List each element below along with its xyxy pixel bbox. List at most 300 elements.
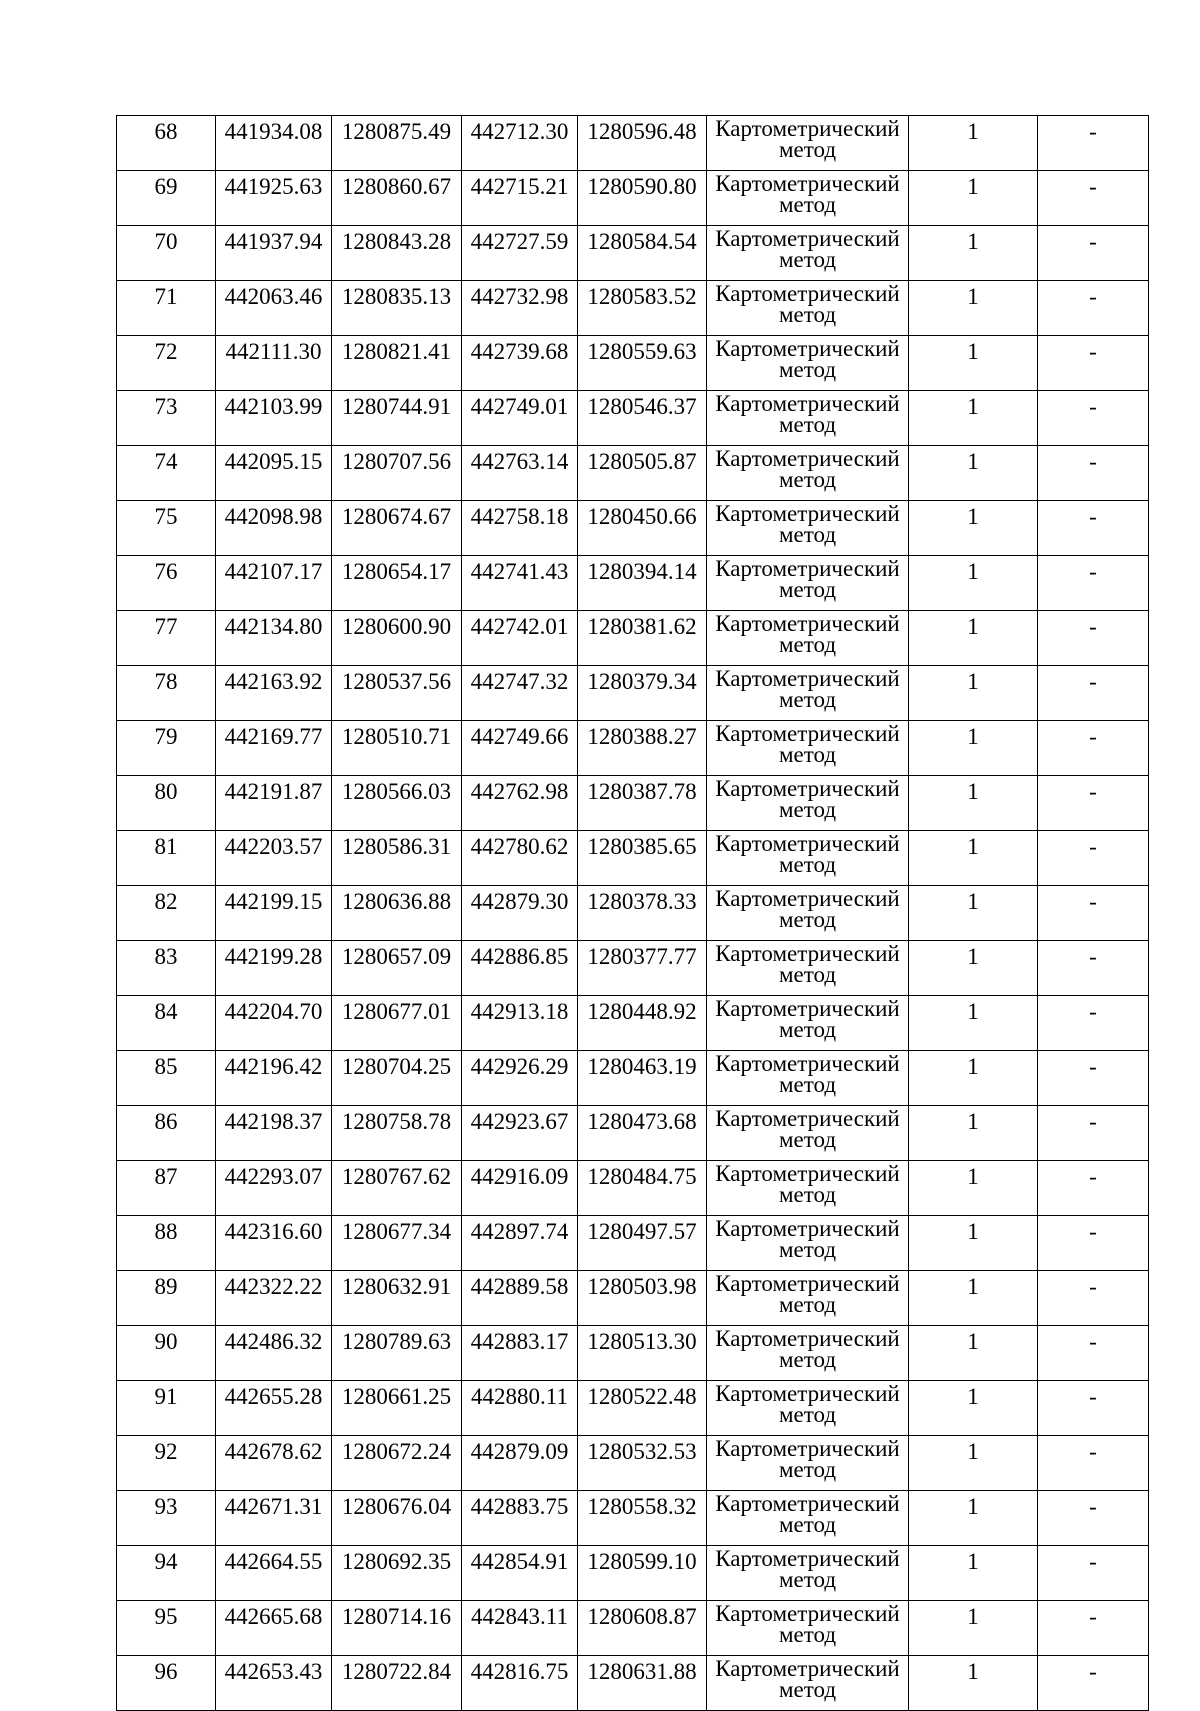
note-cell: - — [1038, 116, 1149, 171]
method-text-line1: Картометрический — [715, 1216, 900, 1241]
table-row — [117, 281, 1149, 336]
method-text-line2: метод — [778, 1567, 837, 1592]
y-coordinate-cell: 1280484.75 — [578, 1161, 707, 1216]
x-coordinate-cell: 441937.94 — [216, 226, 332, 281]
x-coordinate-cell: 442664.55 — [216, 1546, 332, 1601]
x-coordinate-cell: 442742.01 — [462, 611, 578, 666]
method-cell — [707, 1601, 909, 1656]
y-coordinate-cell: 1280672.24 — [332, 1436, 462, 1491]
y-coordinate-cell: 1280821.41 — [332, 336, 462, 391]
method-text-line2: метод — [778, 1017, 837, 1042]
y-coordinate-cell: 1280387.78 — [578, 776, 707, 831]
method-cell — [707, 1051, 909, 1106]
y-coordinate-cell: 1280632.91 — [332, 1271, 462, 1326]
x-coordinate-cell: 442741.43 — [462, 556, 578, 611]
note-cell: - — [1038, 1161, 1149, 1216]
method-cell — [707, 996, 909, 1051]
table-row — [117, 171, 1149, 226]
y-coordinate-cell: 1280608.87 — [578, 1601, 707, 1656]
table-row — [117, 446, 1149, 501]
x-coordinate-cell: 442203.57 — [216, 831, 332, 886]
method-text-line2: метод — [778, 632, 837, 657]
x-coordinate-cell: 442655.28 — [216, 1381, 332, 1436]
x-coordinate-cell: 442854.91 — [462, 1546, 578, 1601]
method-text-line1: Картометрический — [715, 996, 900, 1021]
method-text-line2: метод — [778, 467, 837, 492]
note-cell: - — [1038, 996, 1149, 1051]
y-coordinate-cell: 1280377.77 — [578, 941, 707, 996]
x-coordinate-cell: 442923.67 — [462, 1106, 578, 1161]
y-coordinate-cell: 1280654.17 — [332, 556, 462, 611]
method-cell — [707, 831, 909, 886]
x-coordinate-cell: 442843.11 — [462, 1601, 578, 1656]
x-coordinate-cell: 442678.62 — [216, 1436, 332, 1491]
y-coordinate-cell: 1280546.37 — [578, 391, 707, 446]
y-coordinate-cell: 1280677.34 — [332, 1216, 462, 1271]
y-coordinate-cell: 1280381.62 — [578, 611, 707, 666]
x-coordinate-cell: 442653.43 — [216, 1656, 332, 1711]
table-row — [117, 1051, 1149, 1106]
table-row — [117, 1326, 1149, 1381]
method-text-line1: Картометрический — [715, 721, 900, 746]
method-text-line1: Картометрический — [715, 666, 900, 691]
point-number-cell: 92 — [117, 1436, 216, 1491]
note-cell: - — [1038, 1436, 1149, 1491]
table-row — [117, 886, 1149, 941]
point-number-cell: 87 — [117, 1161, 216, 1216]
x-coordinate-cell: 442671.31 — [216, 1491, 332, 1546]
note-cell: - — [1038, 831, 1149, 886]
y-coordinate-cell: 1280505.87 — [578, 446, 707, 501]
method-text-line1: Картометрический — [715, 281, 900, 306]
y-coordinate-cell: 1280676.04 — [332, 1491, 462, 1546]
table-row — [117, 831, 1149, 886]
method-cell — [707, 116, 909, 171]
y-coordinate-cell: 1280503.98 — [578, 1271, 707, 1326]
y-coordinate-cell: 1280722.84 — [332, 1656, 462, 1711]
method-text-line1: Картометрический — [715, 1326, 900, 1351]
x-coordinate-cell: 442316.60 — [216, 1216, 332, 1271]
method-cell — [707, 1546, 909, 1601]
method-cell — [707, 336, 909, 391]
method-cell — [707, 1326, 909, 1381]
x-coordinate-cell: 442715.21 — [462, 171, 578, 226]
method-cell — [707, 1106, 909, 1161]
note-cell: - — [1038, 556, 1149, 611]
accuracy-cell: 1 — [909, 1381, 1038, 1436]
point-number-cell: 78 — [117, 666, 216, 721]
y-coordinate-cell: 1280497.57 — [578, 1216, 707, 1271]
method-text-line2: метод — [778, 1182, 837, 1207]
x-coordinate-cell: 442880.11 — [462, 1381, 578, 1436]
point-number-cell: 89 — [117, 1271, 216, 1326]
table-row — [117, 1381, 1149, 1436]
x-coordinate-cell: 442727.59 — [462, 226, 578, 281]
x-coordinate-cell: 442732.98 — [462, 281, 578, 336]
method-text-line2: метод — [778, 192, 837, 217]
method-text-line1: Картометрический — [715, 1051, 900, 1076]
point-number-cell: 69 — [117, 171, 216, 226]
x-coordinate-cell: 442739.68 — [462, 336, 578, 391]
accuracy-cell: 1 — [909, 941, 1038, 996]
y-coordinate-cell: 1280385.65 — [578, 831, 707, 886]
method-text-line1: Картометрический — [715, 501, 900, 526]
method-text-line2: метод — [778, 522, 837, 547]
table-row — [117, 721, 1149, 776]
point-number-cell: 70 — [117, 226, 216, 281]
method-cell — [707, 1381, 909, 1436]
note-cell: - — [1038, 1546, 1149, 1601]
method-text-line2: метод — [778, 797, 837, 822]
method-cell — [707, 556, 909, 611]
method-text-line2: метод — [778, 302, 837, 327]
point-number-cell: 95 — [117, 1601, 216, 1656]
y-coordinate-cell: 1280510.71 — [332, 721, 462, 776]
method-text-line2: метод — [778, 1347, 837, 1372]
point-number-cell: 86 — [117, 1106, 216, 1161]
method-cell — [707, 446, 909, 501]
y-coordinate-cell: 1280558.32 — [578, 1491, 707, 1546]
method-text-line2: метод — [778, 1512, 837, 1537]
method-text-line2: метод — [778, 962, 837, 987]
x-coordinate-cell: 442913.18 — [462, 996, 578, 1051]
accuracy-cell: 1 — [909, 1546, 1038, 1601]
note-cell: - — [1038, 886, 1149, 941]
x-coordinate-cell: 442199.15 — [216, 886, 332, 941]
y-coordinate-cell: 1280661.25 — [332, 1381, 462, 1436]
accuracy-cell: 1 — [909, 1656, 1038, 1711]
x-coordinate-cell: 442111.30 — [216, 336, 332, 391]
method-cell — [707, 391, 909, 446]
note-cell: - — [1038, 281, 1149, 336]
y-coordinate-cell: 1280586.31 — [332, 831, 462, 886]
note-cell: - — [1038, 171, 1149, 226]
note-cell: - — [1038, 501, 1149, 556]
x-coordinate-cell: 442879.30 — [462, 886, 578, 941]
method-text-line2: метод — [778, 1677, 837, 1702]
y-coordinate-cell: 1280394.14 — [578, 556, 707, 611]
coordinates-table — [116, 115, 1149, 1711]
note-cell: - — [1038, 1051, 1149, 1106]
accuracy-cell: 1 — [909, 1271, 1038, 1326]
y-coordinate-cell: 1280704.25 — [332, 1051, 462, 1106]
table-row — [117, 1656, 1149, 1711]
table-row — [117, 336, 1149, 391]
accuracy-cell: 1 — [909, 446, 1038, 501]
method-text-line1: Картометрический — [715, 116, 900, 141]
point-number-cell: 96 — [117, 1656, 216, 1711]
y-coordinate-cell: 1280767.62 — [332, 1161, 462, 1216]
method-cell — [707, 1436, 909, 1491]
x-coordinate-cell: 442198.37 — [216, 1106, 332, 1161]
accuracy-cell: 1 — [909, 171, 1038, 226]
method-text-line2: метод — [778, 412, 837, 437]
x-coordinate-cell: 442883.17 — [462, 1326, 578, 1381]
method-text-line1: Картометрический — [715, 171, 900, 196]
point-number-cell: 76 — [117, 556, 216, 611]
method-cell — [707, 886, 909, 941]
y-coordinate-cell: 1280448.92 — [578, 996, 707, 1051]
y-coordinate-cell: 1280584.54 — [578, 226, 707, 281]
method-text-line1: Картометрический — [715, 446, 900, 471]
method-cell — [707, 941, 909, 996]
accuracy-cell: 1 — [909, 501, 1038, 556]
x-coordinate-cell: 442204.70 — [216, 996, 332, 1051]
point-number-cell: 72 — [117, 336, 216, 391]
x-coordinate-cell: 442169.77 — [216, 721, 332, 776]
method-text-line2: метод — [778, 1457, 837, 1482]
method-cell — [707, 721, 909, 776]
table-row — [117, 1436, 1149, 1491]
y-coordinate-cell: 1280835.13 — [332, 281, 462, 336]
x-coordinate-cell: 442199.28 — [216, 941, 332, 996]
x-coordinate-cell: 442780.62 — [462, 831, 578, 886]
y-coordinate-cell: 1280860.67 — [332, 171, 462, 226]
method-text-line2: метод — [778, 852, 837, 877]
accuracy-cell: 1 — [909, 116, 1038, 171]
table-row — [117, 611, 1149, 666]
x-coordinate-cell: 442747.32 — [462, 666, 578, 721]
accuracy-cell: 1 — [909, 1106, 1038, 1161]
table-row — [117, 1546, 1149, 1601]
x-coordinate-cell: 442749.66 — [462, 721, 578, 776]
x-coordinate-cell: 442191.87 — [216, 776, 332, 831]
method-cell — [707, 1216, 909, 1271]
point-number-cell: 73 — [117, 391, 216, 446]
x-coordinate-cell: 442816.75 — [462, 1656, 578, 1711]
method-text-line1: Картометрический — [715, 556, 900, 581]
note-cell: - — [1038, 721, 1149, 776]
method-text-line1: Картометрический — [715, 1491, 900, 1516]
note-cell: - — [1038, 1381, 1149, 1436]
y-coordinate-cell: 1280636.88 — [332, 886, 462, 941]
note-cell: - — [1038, 1491, 1149, 1546]
point-number-cell: 74 — [117, 446, 216, 501]
method-cell — [707, 666, 909, 721]
x-coordinate-cell: 442879.09 — [462, 1436, 578, 1491]
x-coordinate-cell: 442886.85 — [462, 941, 578, 996]
accuracy-cell: 1 — [909, 776, 1038, 831]
table-row — [117, 116, 1149, 171]
y-coordinate-cell: 1280596.48 — [578, 116, 707, 171]
point-number-cell: 80 — [117, 776, 216, 831]
method-text-line1: Картометрический — [715, 226, 900, 251]
table-row — [117, 501, 1149, 556]
point-number-cell: 88 — [117, 1216, 216, 1271]
y-coordinate-cell: 1280657.09 — [332, 941, 462, 996]
y-coordinate-cell: 1280537.56 — [332, 666, 462, 721]
x-coordinate-cell: 442293.07 — [216, 1161, 332, 1216]
method-cell — [707, 226, 909, 281]
x-coordinate-cell: 442762.98 — [462, 776, 578, 831]
x-coordinate-cell: 442322.22 — [216, 1271, 332, 1326]
y-coordinate-cell: 1280583.52 — [578, 281, 707, 336]
point-number-cell: 85 — [117, 1051, 216, 1106]
y-coordinate-cell: 1280789.63 — [332, 1326, 462, 1381]
note-cell: - — [1038, 336, 1149, 391]
method-text-line1: Картометрический — [715, 941, 900, 966]
accuracy-cell: 1 — [909, 226, 1038, 281]
accuracy-cell: 1 — [909, 1436, 1038, 1491]
note-cell: - — [1038, 1271, 1149, 1326]
x-coordinate-cell: 442063.46 — [216, 281, 332, 336]
y-coordinate-cell: 1280631.88 — [578, 1656, 707, 1711]
method-text-line1: Картометрический — [715, 336, 900, 361]
accuracy-cell: 1 — [909, 1491, 1038, 1546]
table-body — [117, 116, 1149, 1711]
accuracy-cell: 1 — [909, 336, 1038, 391]
note-cell: - — [1038, 776, 1149, 831]
table-row — [117, 1271, 1149, 1326]
method-text-line1: Картометрический — [715, 886, 900, 911]
x-coordinate-cell: 442763.14 — [462, 446, 578, 501]
accuracy-cell: 1 — [909, 611, 1038, 666]
accuracy-cell: 1 — [909, 1216, 1038, 1271]
method-cell — [707, 1271, 909, 1326]
point-number-cell: 93 — [117, 1491, 216, 1546]
y-coordinate-cell: 1280513.30 — [578, 1326, 707, 1381]
x-coordinate-cell: 442712.30 — [462, 116, 578, 171]
accuracy-cell: 1 — [909, 721, 1038, 776]
y-coordinate-cell: 1280875.49 — [332, 116, 462, 171]
y-coordinate-cell: 1280600.90 — [332, 611, 462, 666]
note-cell: - — [1038, 446, 1149, 501]
x-coordinate-cell: 442095.15 — [216, 446, 332, 501]
method-text-line1: Картометрический — [715, 1106, 900, 1131]
accuracy-cell: 1 — [909, 1161, 1038, 1216]
method-text-line1: Картометрический — [715, 831, 900, 856]
method-cell — [707, 1656, 909, 1711]
y-coordinate-cell: 1280744.91 — [332, 391, 462, 446]
y-coordinate-cell: 1280707.56 — [332, 446, 462, 501]
x-coordinate-cell: 442196.42 — [216, 1051, 332, 1106]
table-row — [117, 556, 1149, 611]
point-number-cell: 81 — [117, 831, 216, 886]
method-text-line1: Картометрический — [715, 1161, 900, 1186]
y-coordinate-cell: 1280843.28 — [332, 226, 462, 281]
x-coordinate-cell: 442103.99 — [216, 391, 332, 446]
method-text-line1: Картометрический — [715, 1381, 900, 1406]
y-coordinate-cell: 1280450.66 — [578, 501, 707, 556]
accuracy-cell: 1 — [909, 1051, 1038, 1106]
method-text-line2: метод — [778, 137, 837, 162]
y-coordinate-cell: 1280674.67 — [332, 501, 462, 556]
table-row — [117, 776, 1149, 831]
accuracy-cell: 1 — [909, 391, 1038, 446]
x-coordinate-cell: 442163.92 — [216, 666, 332, 721]
y-coordinate-cell: 1280463.19 — [578, 1051, 707, 1106]
x-coordinate-cell: 442665.68 — [216, 1601, 332, 1656]
y-coordinate-cell: 1280692.35 — [332, 1546, 462, 1601]
y-coordinate-cell: 1280473.68 — [578, 1106, 707, 1161]
method-text-line2: метод — [778, 687, 837, 712]
x-coordinate-cell: 442134.80 — [216, 611, 332, 666]
table-row — [117, 941, 1149, 996]
y-coordinate-cell: 1280559.63 — [578, 336, 707, 391]
x-coordinate-cell: 442897.74 — [462, 1216, 578, 1271]
y-coordinate-cell: 1280599.10 — [578, 1546, 707, 1601]
method-cell — [707, 1161, 909, 1216]
point-number-cell: 68 — [117, 116, 216, 171]
method-text-line2: метод — [778, 907, 837, 932]
point-number-cell: 90 — [117, 1326, 216, 1381]
method-text-line2: метод — [778, 1237, 837, 1262]
x-coordinate-cell: 442749.01 — [462, 391, 578, 446]
note-cell: - — [1038, 941, 1149, 996]
table-row — [117, 1601, 1149, 1656]
note-cell: - — [1038, 1656, 1149, 1711]
method-text-line1: Картометрический — [715, 1546, 900, 1571]
method-text-line2: метод — [778, 1622, 837, 1647]
accuracy-cell: 1 — [909, 666, 1038, 721]
point-number-cell: 83 — [117, 941, 216, 996]
method-text-line1: Картометрический — [715, 776, 900, 801]
method-text-line2: метод — [778, 742, 837, 767]
y-coordinate-cell: 1280379.34 — [578, 666, 707, 721]
point-number-cell: 82 — [117, 886, 216, 941]
accuracy-cell: 1 — [909, 281, 1038, 336]
table-row — [117, 1161, 1149, 1216]
point-number-cell: 79 — [117, 721, 216, 776]
x-coordinate-cell: 442758.18 — [462, 501, 578, 556]
x-coordinate-cell: 442916.09 — [462, 1161, 578, 1216]
y-coordinate-cell: 1280388.27 — [578, 721, 707, 776]
point-number-cell: 75 — [117, 501, 216, 556]
y-coordinate-cell: 1280566.03 — [332, 776, 462, 831]
note-cell: - — [1038, 391, 1149, 446]
method-text-line2: метод — [778, 577, 837, 602]
table-row — [117, 1491, 1149, 1546]
method-text-line1: Картометрический — [715, 1271, 900, 1296]
method-cell — [707, 611, 909, 666]
note-cell: - — [1038, 226, 1149, 281]
x-coordinate-cell: 441934.08 — [216, 116, 332, 171]
note-cell: - — [1038, 1216, 1149, 1271]
note-cell: - — [1038, 1106, 1149, 1161]
point-number-cell: 84 — [117, 996, 216, 1051]
table-row — [117, 1106, 1149, 1161]
table-row — [117, 666, 1149, 721]
point-number-cell: 71 — [117, 281, 216, 336]
point-number-cell: 91 — [117, 1381, 216, 1436]
y-coordinate-cell: 1280714.16 — [332, 1601, 462, 1656]
accuracy-cell: 1 — [909, 1326, 1038, 1381]
accuracy-cell: 1 — [909, 831, 1038, 886]
method-text-line2: метод — [778, 247, 837, 272]
method-cell — [707, 776, 909, 831]
x-coordinate-cell: 442926.29 — [462, 1051, 578, 1106]
method-text-line1: Картометрический — [715, 1601, 900, 1626]
x-coordinate-cell: 441925.63 — [216, 171, 332, 226]
method-text-line1: Картометрический — [715, 391, 900, 416]
method-cell — [707, 171, 909, 226]
table-row — [117, 391, 1149, 446]
method-text-line2: метод — [778, 1127, 837, 1152]
accuracy-cell: 1 — [909, 996, 1038, 1051]
method-text-line1: Картометрический — [715, 1436, 900, 1461]
method-text-line2: метод — [778, 1072, 837, 1097]
method-text-line2: метод — [778, 1292, 837, 1317]
y-coordinate-cell: 1280590.80 — [578, 171, 707, 226]
y-coordinate-cell: 1280522.48 — [578, 1381, 707, 1436]
x-coordinate-cell: 442098.98 — [216, 501, 332, 556]
method-text-line1: Картометрический — [715, 611, 900, 636]
y-coordinate-cell: 1280677.01 — [332, 996, 462, 1051]
method-cell — [707, 281, 909, 336]
accuracy-cell: 1 — [909, 1601, 1038, 1656]
method-text-line1: Картометрический — [715, 1656, 900, 1681]
y-coordinate-cell: 1280378.33 — [578, 886, 707, 941]
